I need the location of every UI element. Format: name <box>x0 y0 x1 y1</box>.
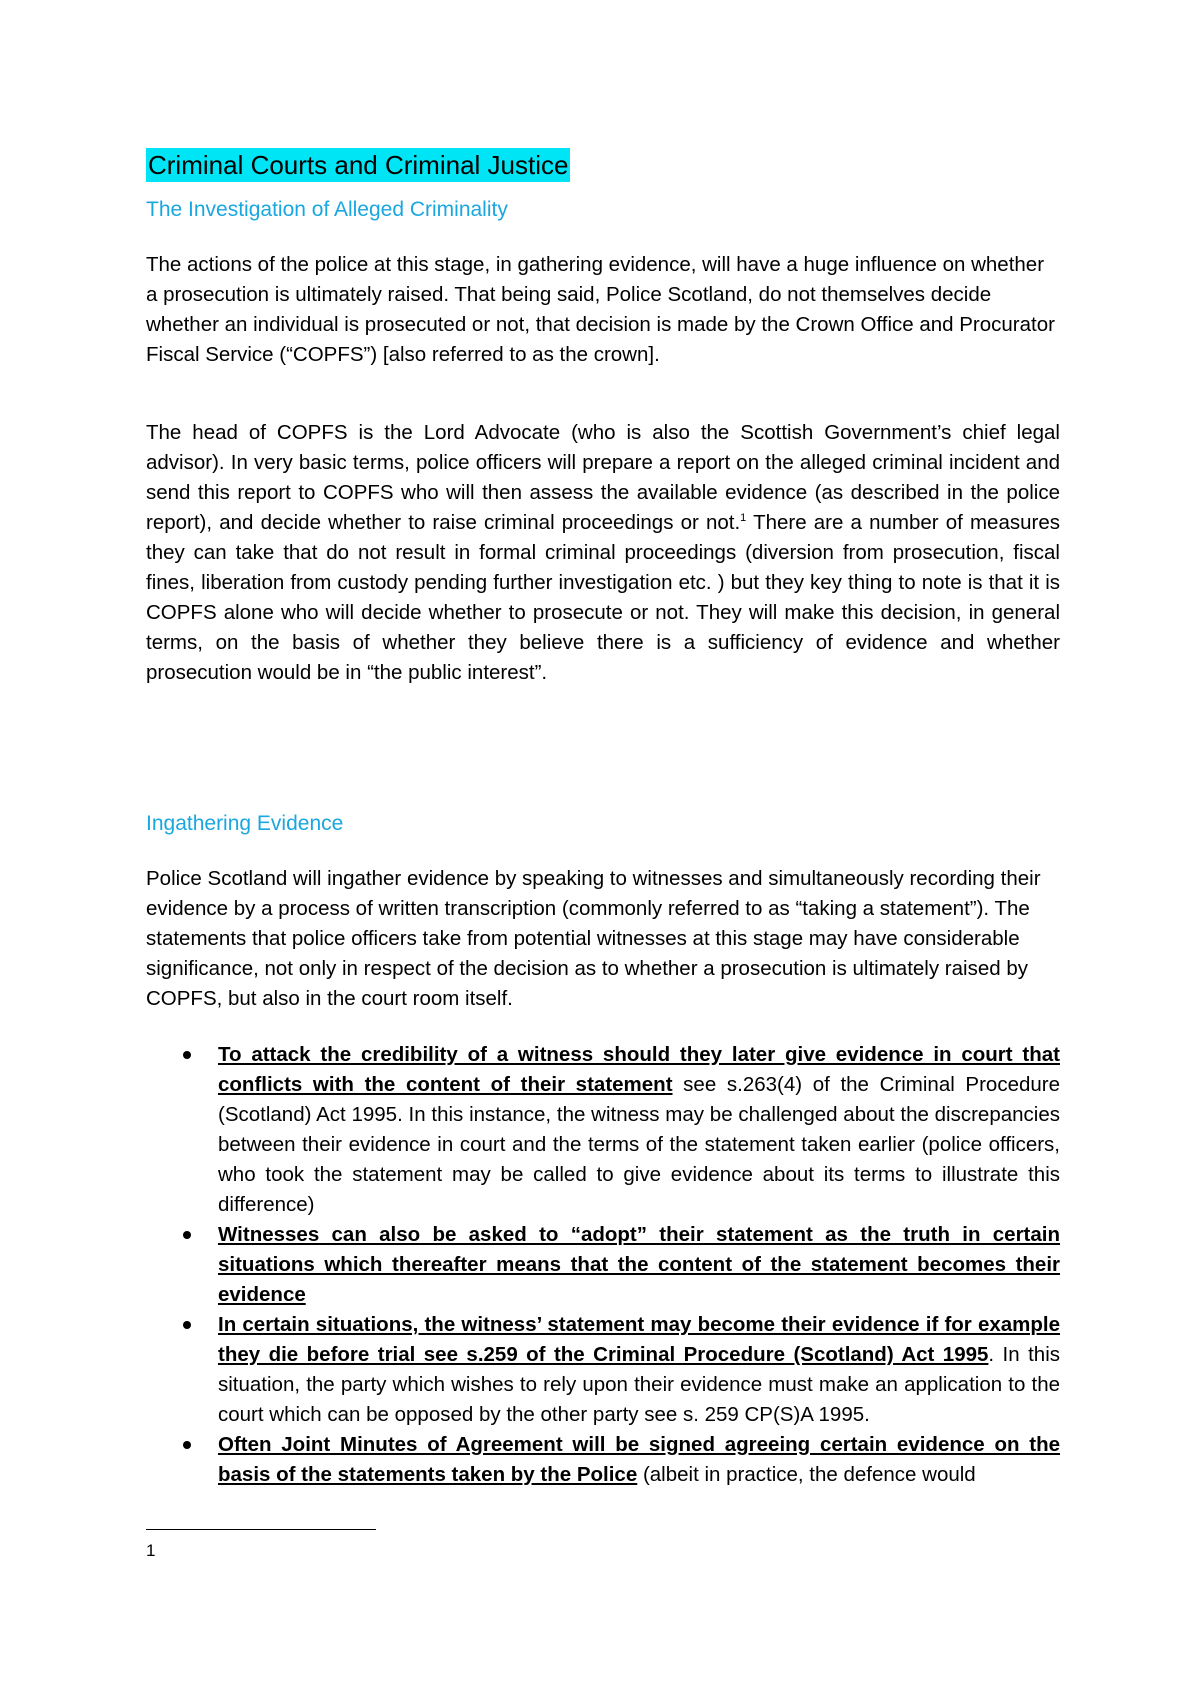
evidence-bullet-list <box>146 1040 1060 1490</box>
list-item-text: . In this situation, the party which wishes to rely upon their evidence must make an application to the court which can be opposed by the other party see s. 259 CP(S)A 1995. <box>218 1343 1060 1426</box>
list-item-emphasis: To attack the credibility of a witness should they later give evidence in court that conflicts with the content of their statement <box>218 1043 1060 1096</box>
section-heading-ingathering: Ingathering Evidence <box>146 812 344 835</box>
list-item <box>146 1310 1060 1430</box>
bullet-icon <box>183 1321 191 1329</box>
bullet-icon <box>183 1441 191 1449</box>
bullet-icon <box>183 1231 191 1239</box>
bullet-icon <box>183 1051 191 1059</box>
list-item <box>146 1040 1060 1220</box>
section-heading-investigation: The Investigation of Alleged Criminality <box>146 198 508 221</box>
list-item-emphasis: Witnesses can also be asked to “adopt” their statement as the truth in certain situations which thereafter means that the content of the statement becomes their evidence <box>218 1223 1060 1306</box>
footnote-divider <box>146 1529 376 1530</box>
paragraph-police-actions: The actions of the police at this stage, in gathering evidence, will have a huge influence on whether a prosecution is ultimately raised. That being said, Police Scotland, do not themselves decide whether an individual is prosecuted or not, that decision is made by the Crown Office and Procurator Fiscal Service (“COPFS”) [also referred to as the crown]. <box>146 253 1055 366</box>
paragraph-ingather: Police Scotland will ingather evidence by speaking to witnesses and simultaneously recording their evidence by a process of written transcription (commonly referred to as “taking a statement”). The statements that police officers take from potential witnesses at this stage may have considerable significance, not only in respect of the decision as to whether a prosecution is ultimately raised by COPFS, but also in the court room itself. <box>146 867 1041 1010</box>
list-item-text: see s.263(4) of the Criminal Procedure (Scotland) Act 1995. In this instance, the witness may be challenged about the discrepancies between their evidence in court and the terms of the statement taken earlier (police officers, who took the statement may be called to give evidence about its terms to illustrate this difference) <box>218 1073 1060 1216</box>
footnote-reference[interactable]: 1 <box>740 512 747 525</box>
list-item <box>146 1220 1060 1310</box>
list-item-emphasis: Often Joint Minutes of Agreement will be signed agreeing certain evidence on the basis of the statements taken by the Police <box>218 1433 1060 1486</box>
paragraph-copfs <box>146 418 1060 688</box>
footnote-number: 1 <box>146 1541 156 1560</box>
paragraph-copfs-text-a: The head of COPFS is the Lord Advocate (who is also the Scottish Government’s chief legal advisor). In very basic terms, police officers will prepare a report on the alleged criminal incident and send this report to COPFS who will then assess the available evidence (as described in the police report), and decide whether to raise criminal proceedings or not. <box>146 421 1060 534</box>
list-item-text: (albeit in practice, the defence would <box>637 1463 976 1486</box>
paragraph-copfs-text-b: There are a number of measures they can take that do not result in formal criminal proceedings (diversion from prosecution, fiscal fines, liberation from custody pending further investigation etc. ) but they key thing to note is that it is COPFS alone who will decide whether to prosecute or not. They will make this decision, in general terms, on the basis of whether they believe there is a sufficiency of evidence and whether prosecution would be in “the public interest”. <box>146 511 1060 684</box>
list-item-emphasis: In certain situations, the witness’ statement may become their evidence if for example they die before trial see s.259 of the Criminal Procedure (Scotland) Act 1995 <box>218 1313 1060 1366</box>
list-item <box>146 1430 1060 1490</box>
document-title: Criminal Courts and Criminal Justice <box>148 150 569 180</box>
